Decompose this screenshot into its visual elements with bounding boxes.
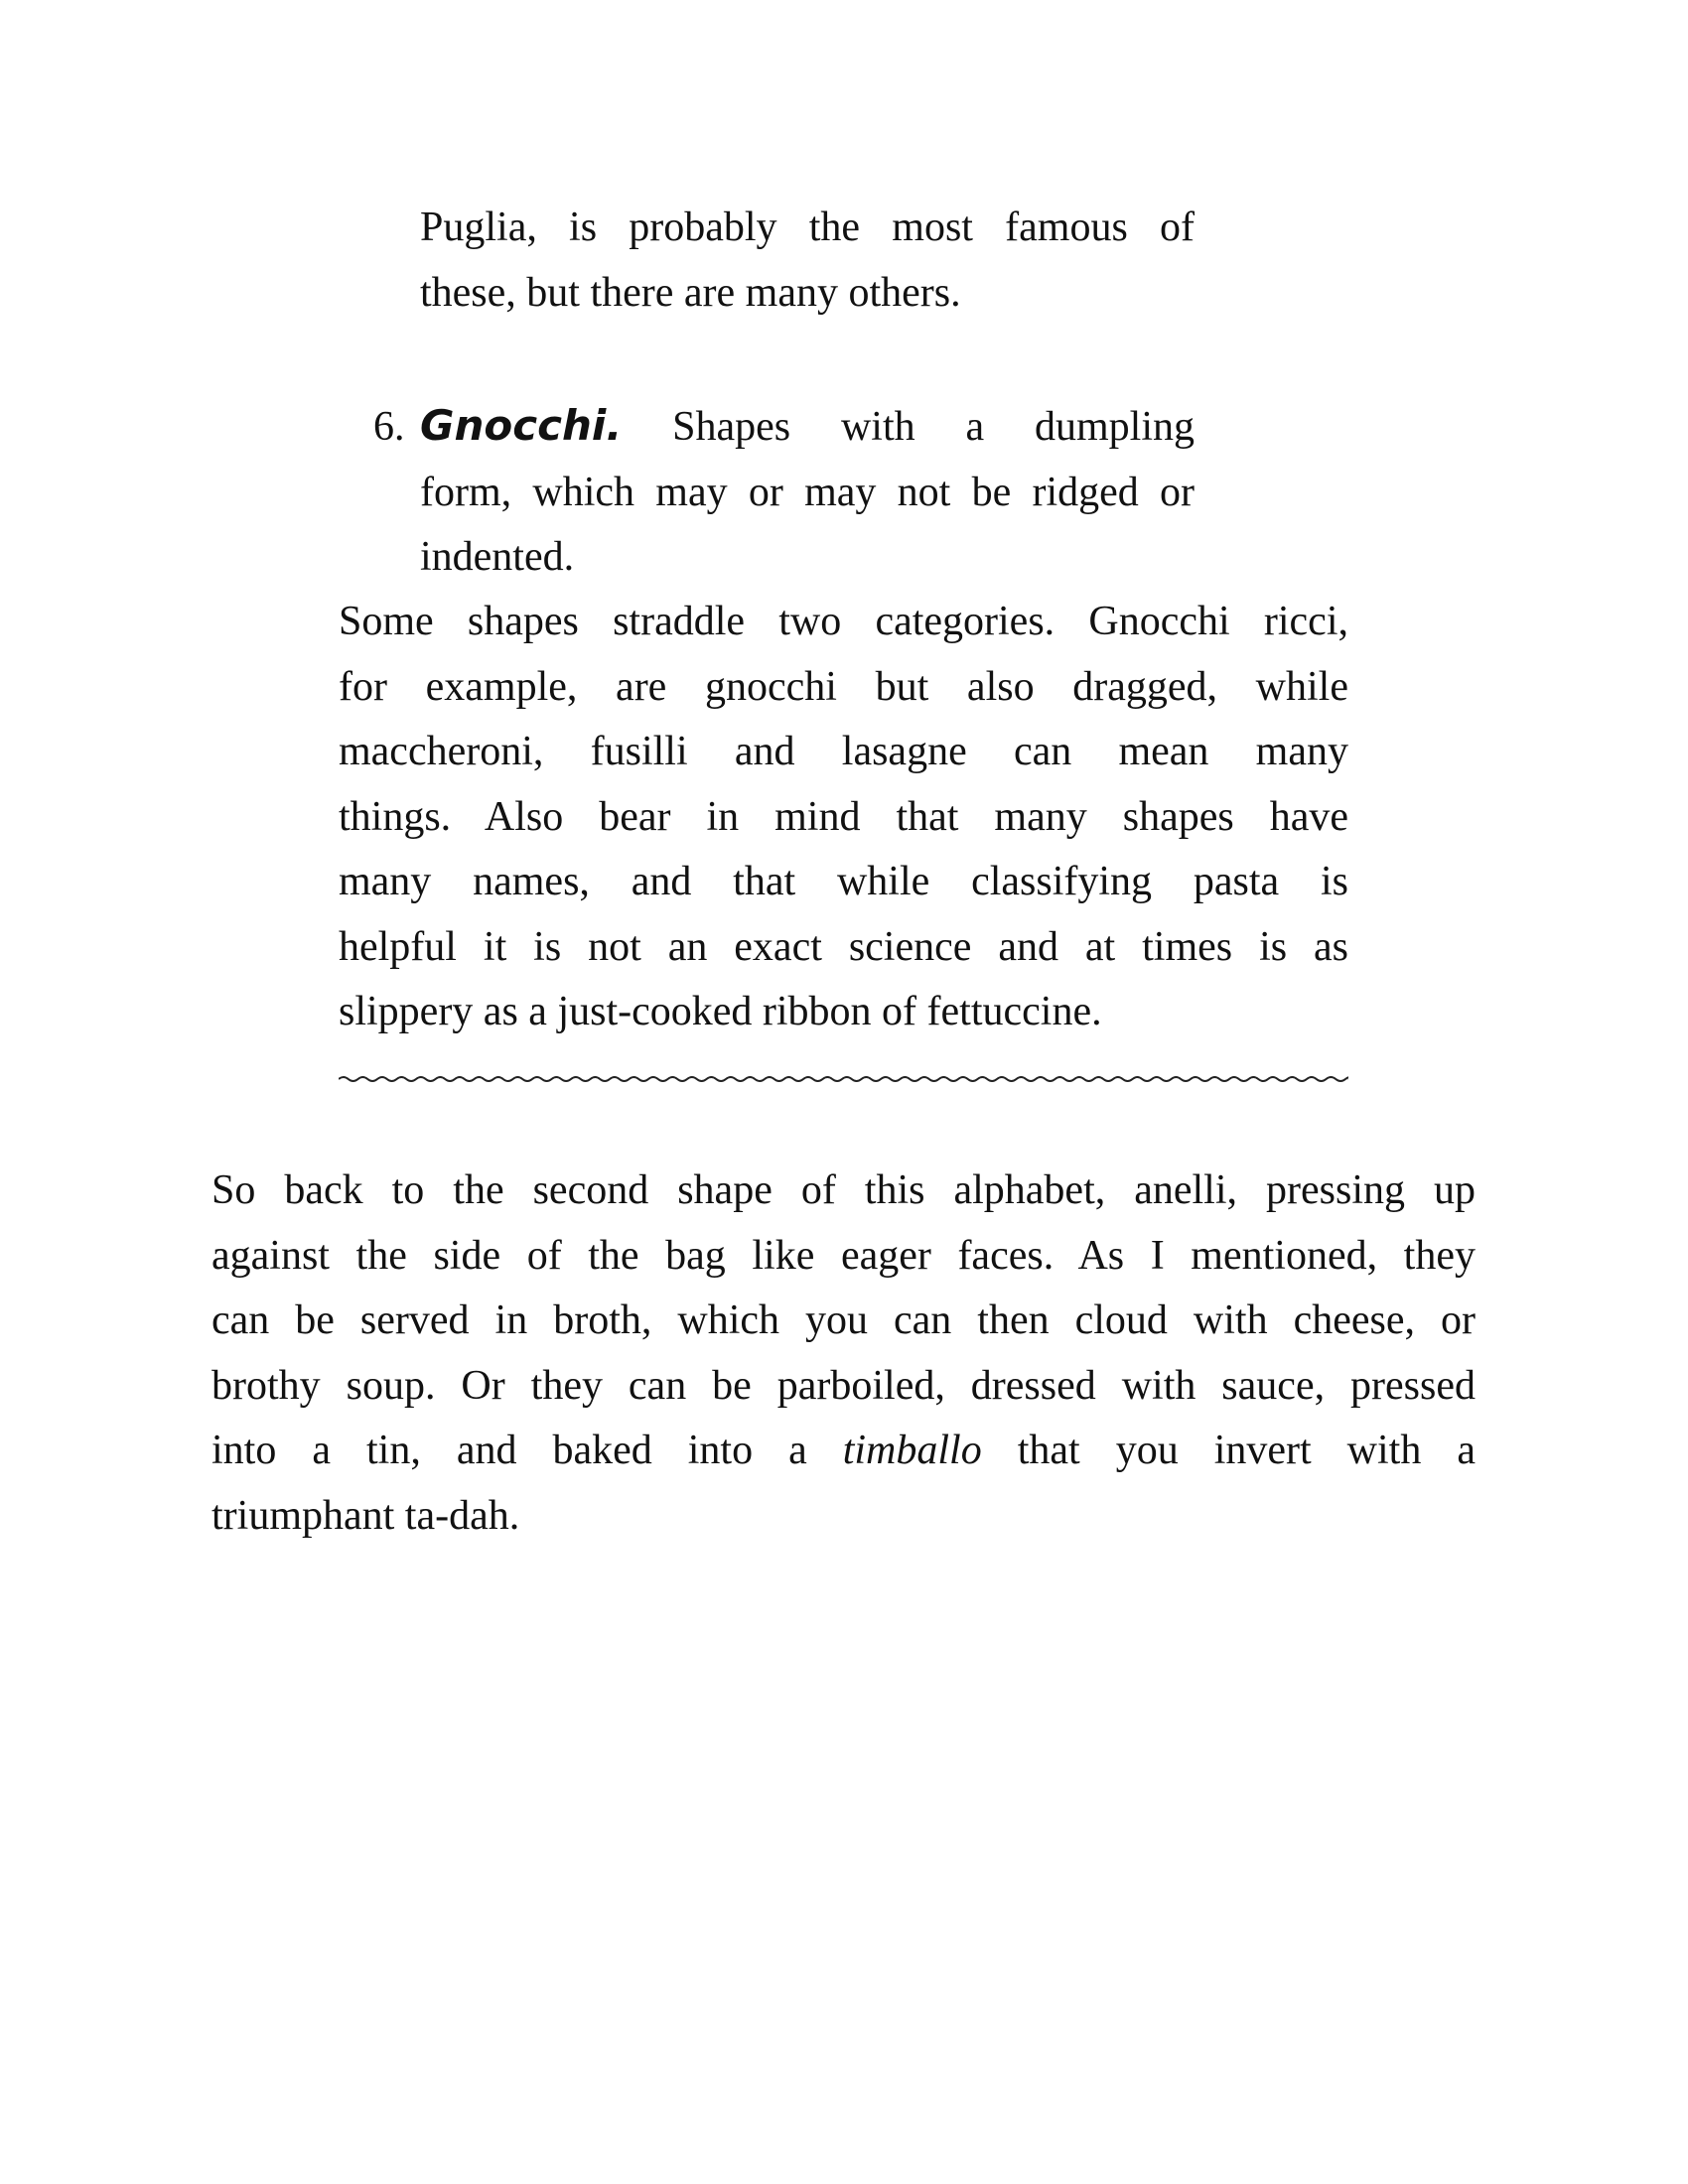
list-item-gnocchi: [373, 393, 1195, 591]
text-line: brothy soup. Or they can be parboiled, dressed with sauce, pressed: [211, 1362, 1476, 1409]
text-fragment: into a tin, and baked into a: [211, 1428, 843, 1473]
text-line: [211, 1419, 1476, 1484]
list-term: Gnocchi.: [420, 401, 623, 450]
text-line: triumphant ta-dah.: [211, 1492, 520, 1539]
text-line: can be served in broth, which you can then cloud with cheese, or: [211, 1297, 1476, 1343]
text-fragment: that you invert with a: [981, 1428, 1476, 1473]
item-5-continuation: [420, 196, 1195, 326]
text-line: Puglia, is probably the most famous of: [420, 205, 1195, 250]
text-line: So back to the second shape of this alphabet, anelli, pressing up: [211, 1167, 1476, 1213]
text-line: against the side of the bag like eager faces. As I mentioned, they: [211, 1232, 1476, 1279]
text-line: maccheroni, fusilli and lasagne can mean many: [339, 729, 1348, 774]
italic-term: timballo: [842, 1428, 982, 1473]
wavy-divider: [339, 1068, 1348, 1090]
text-line: Some shapes straddle two categories. Gnocchi ricci,: [339, 599, 1348, 644]
text-line: things. Also bear in mind that many shapes have: [339, 793, 1348, 840]
text-line: slippery as a just-cooked ribbon of fettuccine.: [339, 989, 1102, 1034]
body-paragraph: [211, 1159, 1476, 1549]
text-line: form, which may or may not be ridged or: [420, 469, 1195, 515]
text-line: helpful it is not an exact science and at times is as: [339, 923, 1348, 970]
text-line: many names, and that while classifying pasta is: [339, 859, 1348, 904]
aside-paragraph: [339, 590, 1348, 1045]
list-number: 6.: [373, 404, 405, 450]
text-line: these, but there are many others.: [420, 269, 961, 316]
text-line: Shapes with a dumpling: [622, 404, 1195, 450]
text-line: for example, are gnocchi but also dragged, while: [339, 663, 1348, 710]
text-line: indented.: [420, 534, 575, 580]
